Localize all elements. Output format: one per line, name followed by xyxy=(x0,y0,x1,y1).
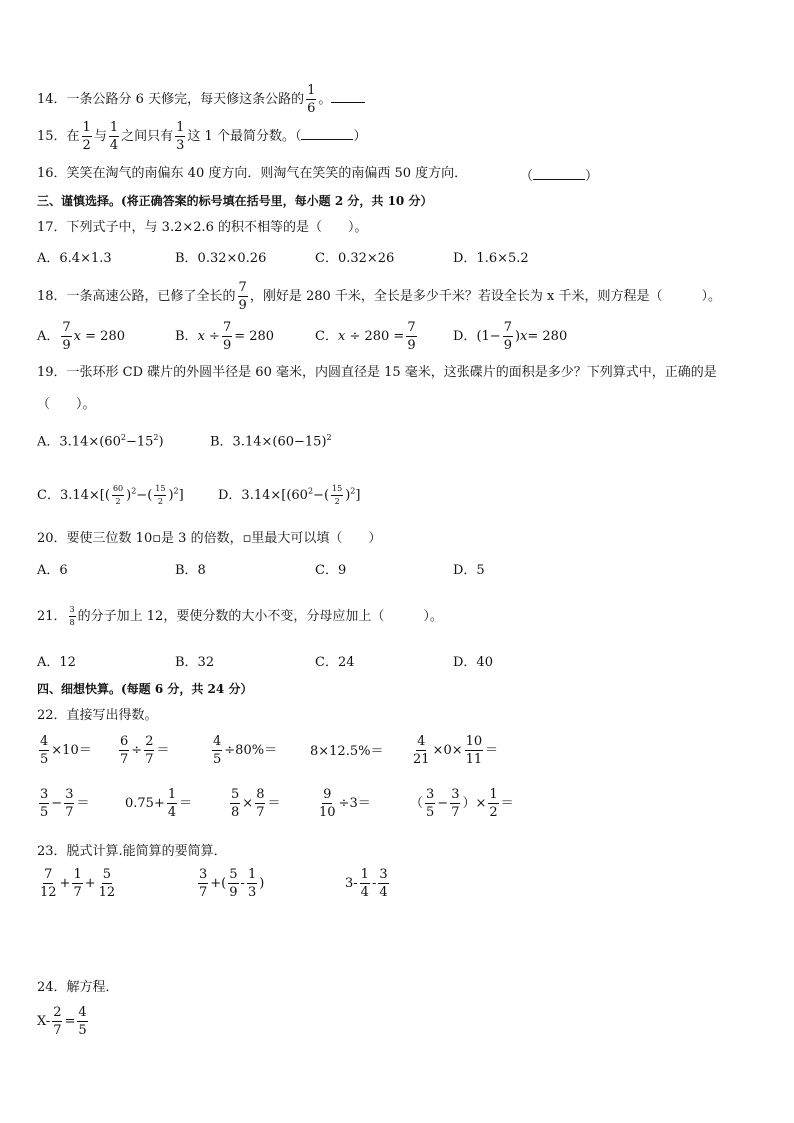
q21-option-a[interactable]: A．12 xyxy=(37,655,76,670)
question-24: 24．解方程． xyxy=(37,980,119,995)
question-14: 14．一条公路分 6 天修完，每天修这条公路的 $\frac{1}{6}$ 。 xyxy=(37,84,365,115)
q22-expr-2-3: $\frac{5}{8}$ × $\frac{8}{7}$ ＝ xyxy=(231,787,281,820)
q18-option-c[interactable]: C．x ÷ 280 = $\frac{7}{9}$ xyxy=(315,320,416,353)
q19-option-a[interactable]: A．$3.14\times(60^2-15^2)$ xyxy=(37,433,164,450)
q22-expr-1-5: $\frac{4}{21}$ ×0× $\frac{10}{11}$ ＝ xyxy=(413,734,499,767)
q19-option-d[interactable]: D．$3.14\times[(60^2-$( $\frac{15}{2}$ )$^2$] xyxy=(218,484,361,506)
q20-option-b[interactable]: B．8 xyxy=(175,563,206,578)
q15-answer-blank[interactable] xyxy=(301,127,353,140)
q22-expr-2-1: $\frac{3}{5}$ − $\frac{3}{7}$ ＝ xyxy=(40,787,90,820)
question-21: 21． $\frac{3}{8}$ 的分子加上 12，要使分数的大小不变，分母应加上（ ）。 xyxy=(37,605,443,627)
q17-option-a[interactable]: A．6.4×1.3 xyxy=(37,251,112,266)
q21-option-d[interactable]: D．40 xyxy=(453,655,493,670)
q17-option-b[interactable]: B．0.32×0.26 xyxy=(175,251,267,266)
q21-option-b[interactable]: B．32 xyxy=(175,655,215,670)
section-4-heading: 四、细想快算。(每题 6 分，共 24 分） xyxy=(37,682,253,696)
q23-expr-2: $\frac{3}{7}$ +( $\frac{5}{9}$ - $\frac{1}{3}$ ) xyxy=(199,867,265,900)
q20-option-d[interactable]: D．5 xyxy=(453,563,485,578)
q22-expr-2-2: 0.75+ $\frac{1}{4}$ ＝ xyxy=(125,787,193,820)
q22-expr-1-4: 8×12.5%＝ xyxy=(310,744,384,759)
q14-fraction: $\frac{1}{6}$ xyxy=(307,83,316,116)
question-16: 16．笑笑在淘气的南偏东 40 度方向．则淘气在笑笑的南偏西 50 度方向． xyxy=(37,166,468,181)
q21-option-c[interactable]: C．24 xyxy=(315,655,355,670)
q24-equation: X- $\frac{2}{7}$ = $\frac{4}{5}$ xyxy=(37,1005,87,1038)
q17-option-c[interactable]: C．0.32×26 xyxy=(315,251,395,266)
q20-option-c[interactable]: C．9 xyxy=(315,563,347,578)
q16-answer-blank[interactable] xyxy=(533,167,585,180)
question-18: 18．一条高速公路，已修了全长的 $\frac{7}{9}$ ，刚好是 280 千米，全长是多少千米？若设全长为 x 千米，则方程是（ ）。 xyxy=(37,280,722,313)
q18-option-a[interactable]: A． $\frac{7}{9}$ x = 280 xyxy=(37,320,125,353)
q22-expr-2-4: $\frac{9}{10}$ ÷3＝ xyxy=(319,787,371,820)
q19-option-b[interactable]: B．$3.14\times(60-15)^2$ xyxy=(210,433,332,450)
q17-option-d[interactable]: D．1.6×5.2 xyxy=(453,251,529,266)
q18-option-b[interactable]: B．x ÷ $\frac{7}{9}$ = 280 xyxy=(175,320,275,353)
q23-expr-1: $\frac{7}{12}$ + $\frac{1}{7}$ + $\frac{5}{12}$ xyxy=(40,867,116,900)
q14-text: 14．一条公路分 6 天修完，每天修这条公路的 xyxy=(37,92,305,107)
q19-option-c[interactable]: C．3.14×[( $\frac{60}{2}$ )$^2$−( $\frac{15}{2}$ )$^2$] xyxy=(37,484,184,506)
question-15: 15．在 $\frac{1}{2}$ 与 $\frac{1}{4}$ 之间只有 $\frac{1}{3}$ 这 1 个最简分数。（ ） xyxy=(37,120,367,153)
q23-expr-3: 3- $\frac{1}{4}$ - $\frac{3}{4}$ xyxy=(345,867,388,900)
question-19-cont: （ ）。 xyxy=(37,397,96,412)
question-20: 20．要使三位数 10▫是 3 的倍数，▫里最大可以填（ ） xyxy=(37,531,382,546)
q16-answer: （ ） xyxy=(520,169,599,184)
q20-option-a[interactable]: A．6 xyxy=(37,563,68,578)
q22-expr-1-2: $\frac{6}{7}$ ÷ $\frac{2}{7}$ ＝ xyxy=(120,734,170,767)
q22-expr-1-3: $\frac{4}{5}$ ÷80%＝ xyxy=(213,734,278,767)
question-19: 19．一张环形 CD 碟片的外圆半径是 60 毫米，内圆直径是 15 毫米，这张碟片的面积是多少？下列算式中，正确的是 xyxy=(37,365,717,380)
q22-expr-2-5: （ $\frac{3}{5}$ − $\frac{3}{7}$ ）× $\frac{1}{2}$ ＝ xyxy=(410,787,514,820)
question-17: 17．下列式子中，与 3.2×2.6 的积不相等的是（ ）。 xyxy=(37,220,368,235)
section-3-heading: 三、谨慎选择。(将正确答案的标号填在括号里，每小题 2 分，共 10 分） xyxy=(37,194,433,208)
question-23: 23．脱式计算.能简算的要简算． xyxy=(37,844,227,859)
q18-option-d[interactable]: D．(1− $\frac{7}{9}$ )x= 280 xyxy=(453,320,568,353)
question-22: 22．直接写出得数。 xyxy=(37,708,158,723)
q22-expr-1-1: $\frac{4}{5}$ ×10＝ xyxy=(40,734,92,767)
q14-answer-blank[interactable] xyxy=(331,90,365,103)
